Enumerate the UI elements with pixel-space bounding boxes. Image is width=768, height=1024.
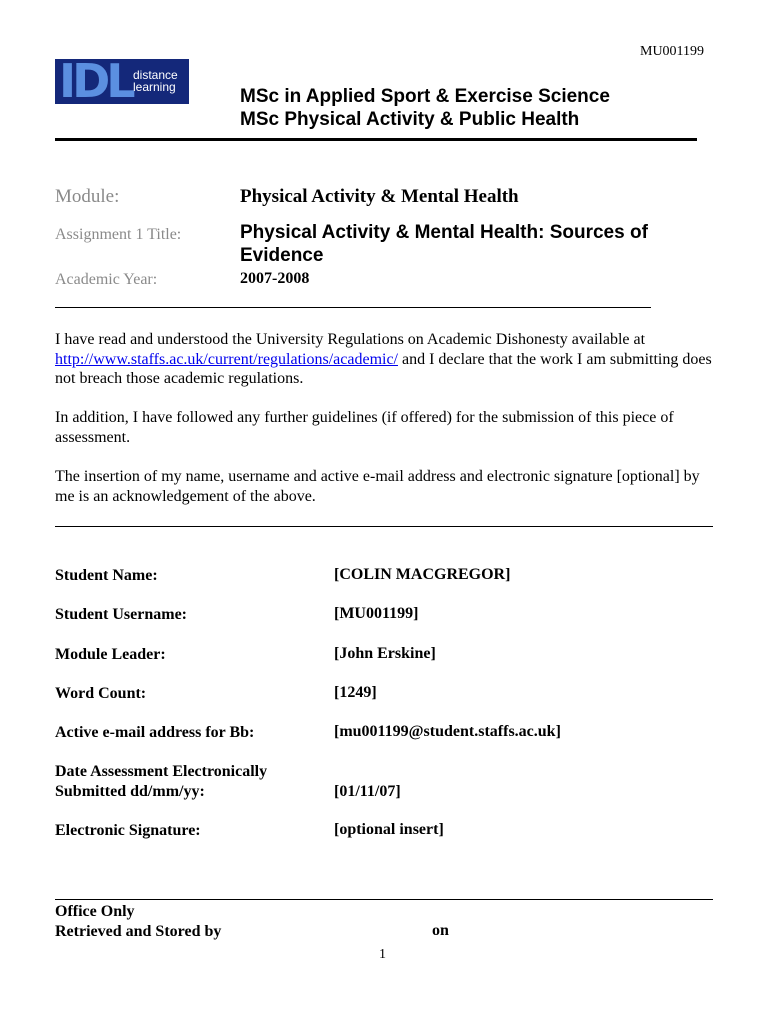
student-name-value: [COLIN MACGREGOR] <box>334 566 511 583</box>
page-number: 1 <box>379 947 386 962</box>
submission-date-value: [01/11/07] <box>334 783 401 800</box>
module-label: Module: <box>55 186 120 207</box>
word-count-label: Word Count: <box>55 685 147 702</box>
signature-value: [optional insert] <box>334 821 444 838</box>
year-label: Academic Year: <box>55 271 158 288</box>
regulations-link[interactable]: http://www.staffs.ac.uk/current/regulations/academic/ <box>55 350 398 368</box>
programme-title-1: MSc in Applied Sport & Exercise Science <box>240 86 610 107</box>
module-leader-value: [John Erskine] <box>334 645 436 662</box>
email-value: [mu001199@student.staffs.ac.uk] <box>334 723 561 740</box>
details-divider <box>55 307 651 308</box>
declaration-paragraph-2: In addition, I have followed any further guidelines (if offered) for the submission of this piece of assessment. <box>55 409 674 446</box>
header-divider <box>55 138 697 141</box>
declaration-paragraph-1: I have read and understood the University Regulations on Academic Dishonesty available at http://www.staffs.ac.uk/current/regulations/academic/ and I declare that the work I am submitting does not breach those academic regulations. <box>55 331 712 387</box>
idl-logo <box>55 54 189 108</box>
year-value: 2007-2008 <box>240 270 310 287</box>
email-label: Active e-mail address for Bb: <box>55 724 255 741</box>
office-divider <box>55 899 713 900</box>
student-username-label: Student Username: <box>55 606 187 623</box>
module-leader-label: Module Leader: <box>55 646 166 663</box>
document-id: MU001199 <box>640 44 705 59</box>
assignment-value: Physical Activity & Mental Health: Sources of Evidence <box>240 222 648 266</box>
programme-title-2: MSc Physical Activity & Public Health <box>240 109 580 130</box>
assignment-label: Assignment 1 Title: <box>55 226 182 243</box>
student-name-label: Student Name: <box>55 567 158 584</box>
declaration-paragraph-3: The insertion of my name, username and active e-mail address and electronic signature [optional] by me is an acknowledgement of the above. <box>55 468 700 505</box>
student-username-value: [MU001199] <box>334 605 419 622</box>
logo-letters: IDL <box>59 54 132 108</box>
office-on-label: on <box>432 922 449 939</box>
office-only-section: Office Only Retrieved and Stored by <box>55 903 222 940</box>
module-value: Physical Activity & Mental Health <box>240 186 519 207</box>
declaration-divider <box>55 526 713 527</box>
logo-text: distance learning <box>133 68 178 94</box>
word-count-value: [1249] <box>334 684 377 701</box>
submission-date-label: Date Assessment Electronically Submitted dd/mm/yy: <box>55 763 268 800</box>
signature-label: Electronic Signature: <box>55 822 201 839</box>
